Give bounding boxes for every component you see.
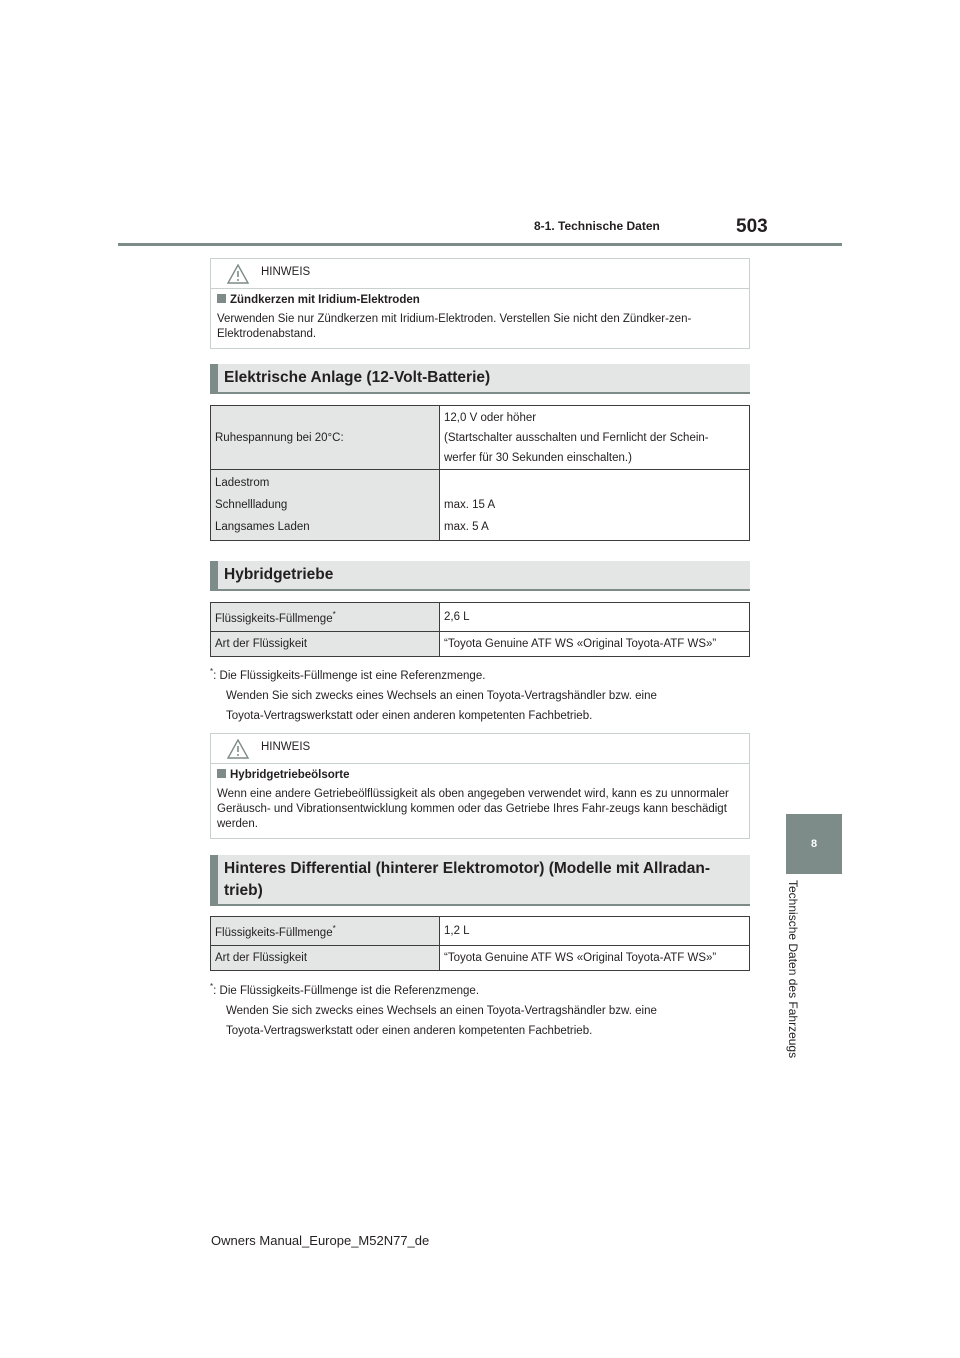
notice-title: HINWEIS — [261, 741, 311, 753]
page-number: 503 — [736, 216, 768, 237]
footnote-hybrid: *: Die Flüssigkeits-Füllmenge ist eine Referenzmenge. Wenden Sie sich zwecks eines Wechsels an einen Toyota-Vertragshändler bzw. eine Toyota-Vertragswerkstatt oder einen anderen kompetenten Fachbetrieb. — [210, 667, 657, 722]
table-value: 1,2 L — [440, 917, 750, 946]
warning-icon — [227, 739, 249, 759]
hybrid-transmission-table — [210, 602, 750, 657]
notice-box-spark-plugs — [210, 258, 750, 349]
notice-subtitle: Zündkerzen mit Iridium-Elektroden — [230, 294, 420, 306]
table-value: 2,6 L — [440, 603, 750, 632]
section-heading-hybrid-transmission: Hybridgetriebe — [210, 561, 750, 591]
table-row — [211, 470, 750, 541]
section-heading-rear-differential: Hinteres Differential (hinterer Elektromotor) (Modelle mit Allradan-trieb) — [210, 855, 750, 906]
footnote-rear-differential: *: Die Flüssigkeits-Füllmenge ist die Referenzmenge. Wenden Sie sich zwecks eines Wechsels an einen Toyota-Vertragshändler bzw. eine Toyota-Vertragswerkstatt oder einen anderen kompetenten Fachbetrieb. — [210, 982, 657, 1037]
warning-icon — [227, 264, 249, 284]
table-label: Flüssigkeits-Füllmenge* — [211, 603, 440, 632]
footer-document-id: Owners Manual_Europe_M52N77_de — [211, 1233, 430, 1248]
table-label: Flüssigkeits-Füllmenge* — [211, 917, 440, 946]
table-row — [211, 406, 750, 470]
table-label: Art der Flüssigkeit — [211, 946, 440, 971]
table-row — [211, 917, 750, 946]
notice-text: Verwenden Sie nur Zündkerzen mit Iridium-Elektroden. Verstellen Sie nicht den Zündker-zen-Elektrodenabstand. — [217, 313, 692, 340]
section-title: 8-1. Technische Daten — [534, 219, 660, 233]
table-row — [211, 632, 750, 657]
notice-subtitle: Hybridgetriebeölsorte — [230, 769, 350, 781]
table-value: “Toyota Genuine ATF WS «Original Toyota-ATF WS»” — [440, 632, 750, 657]
chapter-title: Technische Daten des Fahrzeugs — [786, 880, 800, 1059]
notice-box-transmission-oil — [210, 733, 750, 839]
notice-title: HINWEIS — [261, 266, 311, 278]
table-row — [211, 946, 750, 971]
chapter-tab[interactable]: 8 — [786, 814, 842, 874]
section-heading-battery: Elektrische Anlage (12-Volt-Batterie) — [210, 364, 750, 394]
table-value: “Toyota Genuine ATF WS «Original Toyota-ATF WS»” — [440, 946, 750, 971]
notice-text: Wenn eine andere Getriebeölflüssigkeit als oben angegeben verwendet wird, kann es zu unnormaler Geräusch- und Vibrationsentwicklung kommen oder das Getriebe Ihres Fahr-zeugs kann beschädigt werden. — [217, 788, 729, 830]
table-label: Ruhespannung bei 20°C: — [211, 406, 440, 470]
table-label: Ladestrom Schnellladung Langsames Laden — [211, 470, 440, 541]
square-bullet-icon — [217, 769, 226, 778]
header-divider — [118, 243, 842, 246]
table-value: max. 15 A max. 5 A — [440, 470, 750, 541]
battery-spec-table — [210, 405, 750, 541]
table-value: 12,0 V oder höher (Startschalter ausschalten und Fernlicht der Schein- werfer für 30 Sekunden einschalten.) — [440, 406, 750, 470]
rear-differential-table — [210, 916, 750, 971]
table-row — [211, 603, 750, 632]
table-label: Art der Flüssigkeit — [211, 632, 440, 657]
square-bullet-icon — [217, 294, 226, 303]
